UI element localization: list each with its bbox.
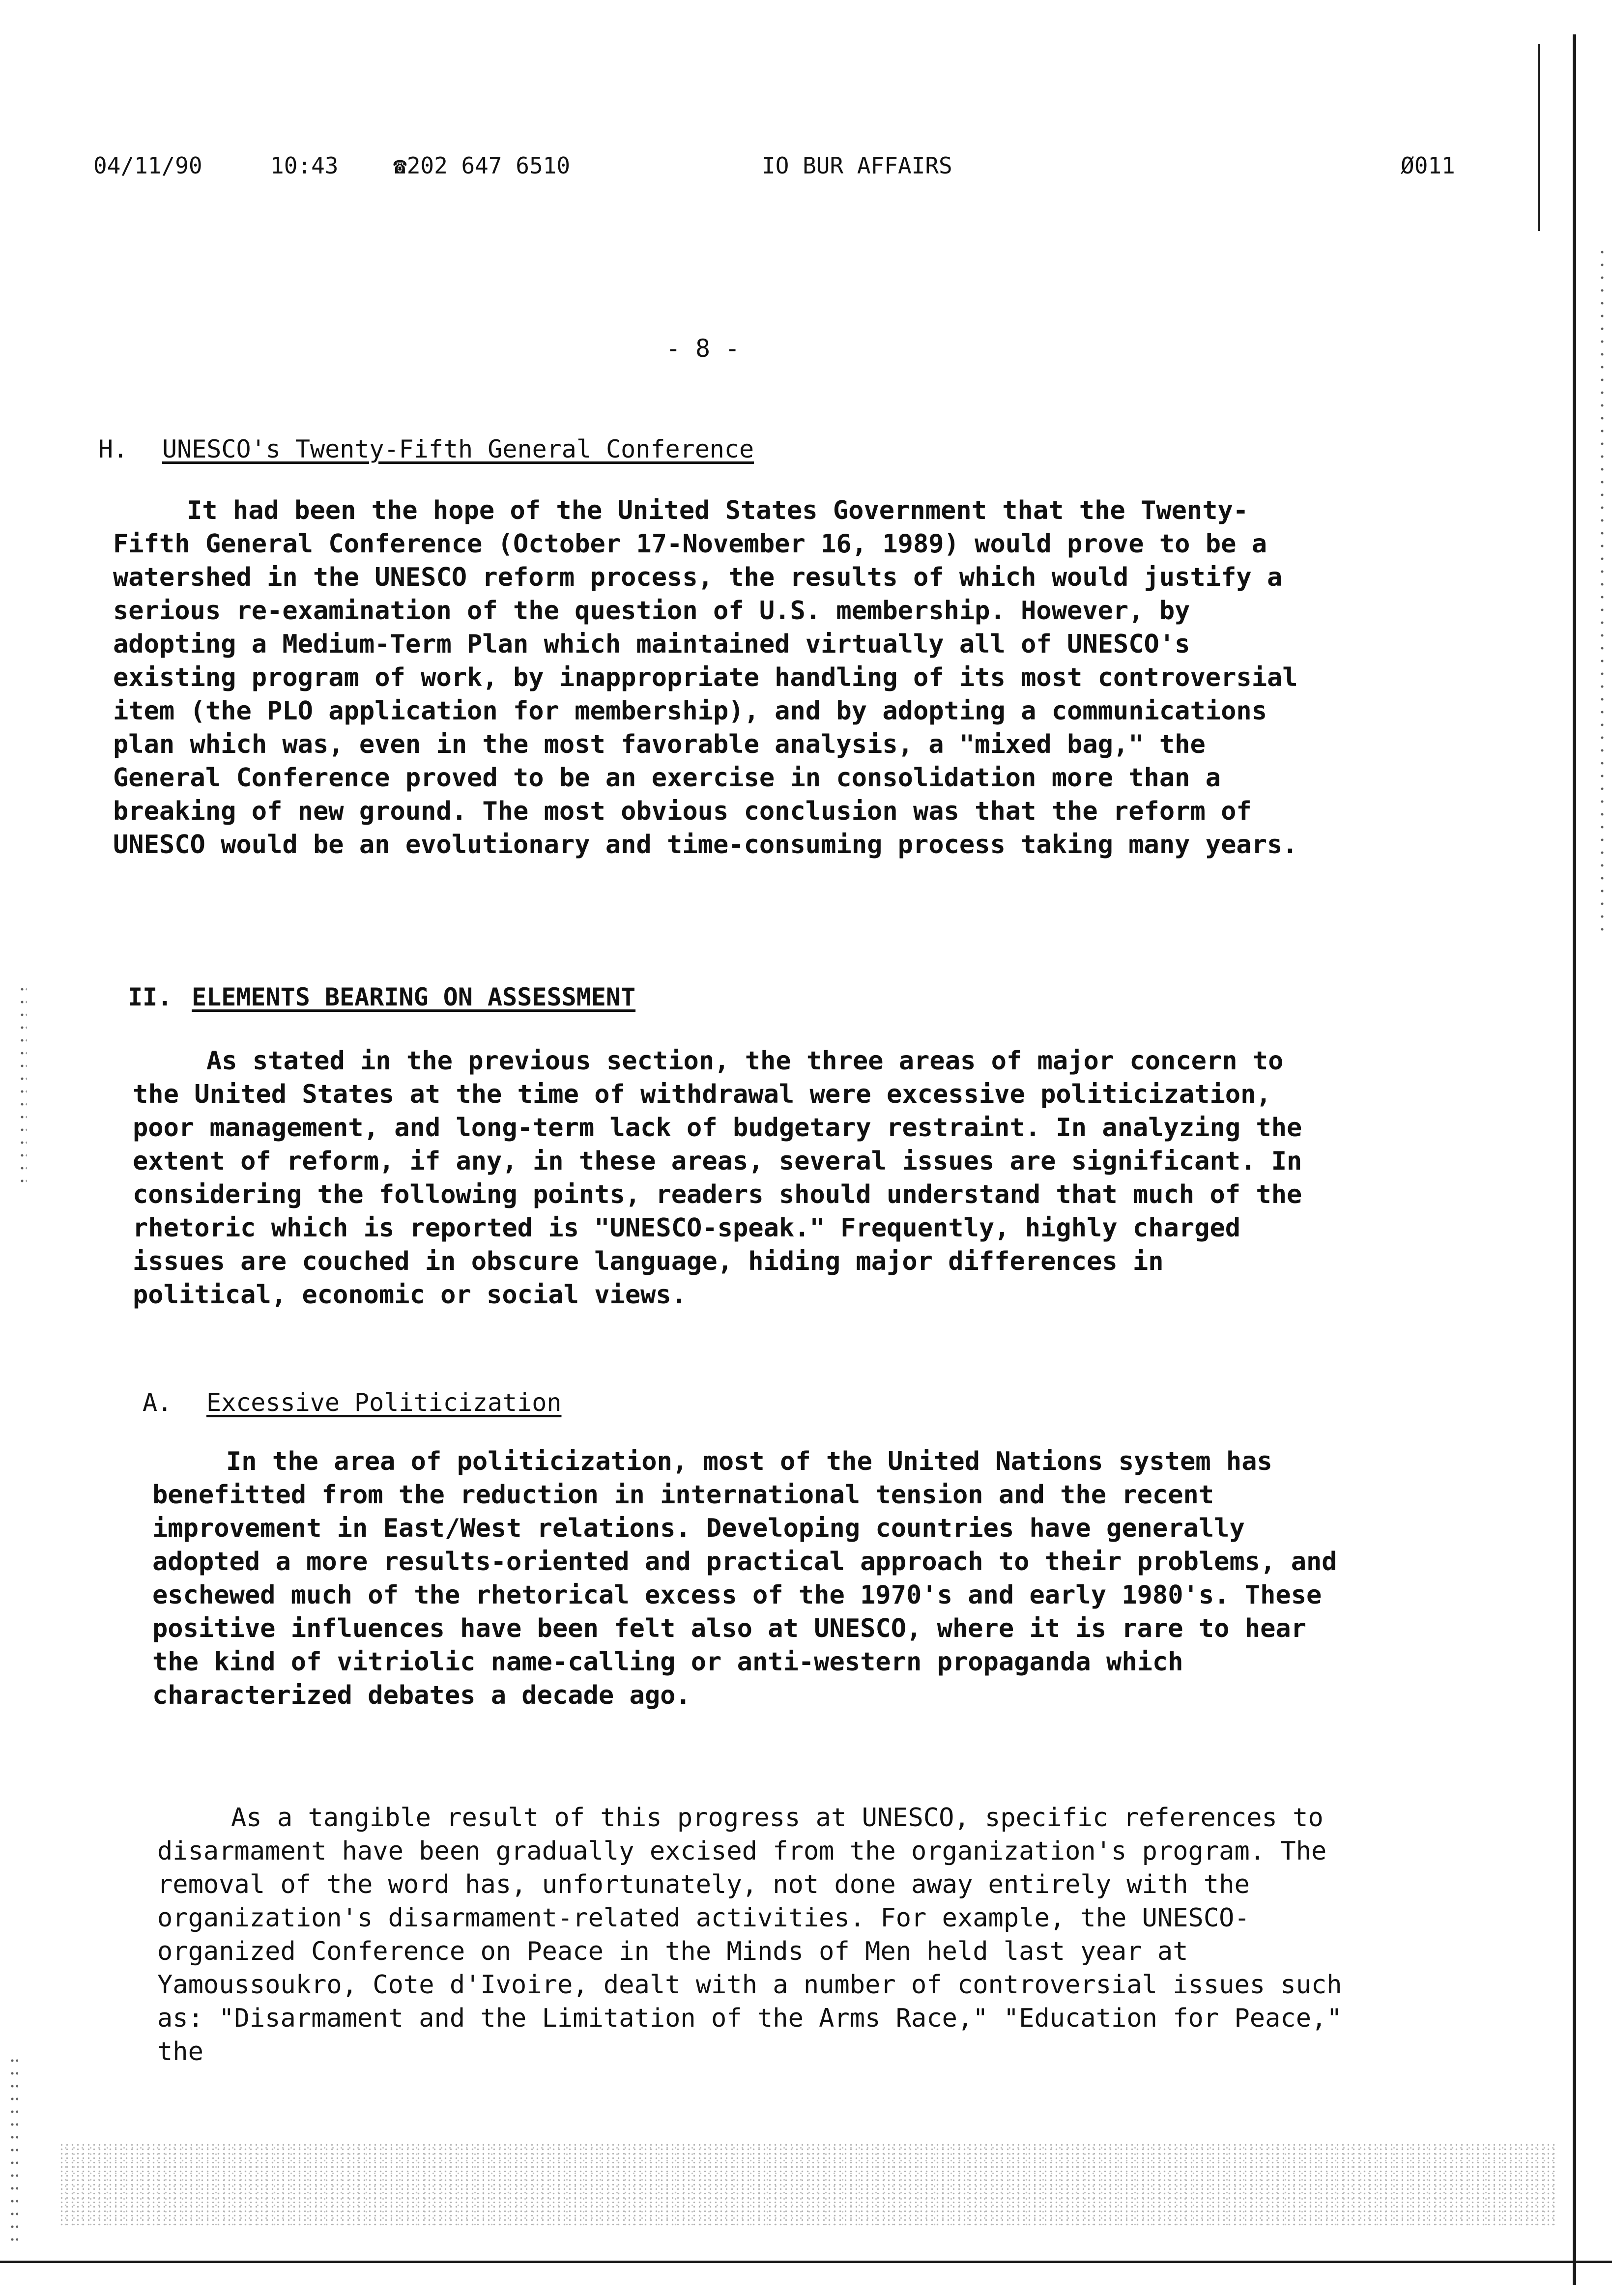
paragraph-politicization: In the area of politicization, most of the United Nations system has benefitted from the reduction in international tension and the recent improvement in East/West relations. Developing countries have generally adopted a more results-oriented and practical approach to their problems, and eschewed much of the rhetorical excess of the 1970's and early 1980's. These positive influences have been felt also at UNESCO, where it is rare to hear the kind of vitriolic name-calling or anti-western propaganda which characterized debates a decade ago. <box>152 1447 1337 1710</box>
left-edge-specks-lower <box>10 2054 18 2251</box>
page-number: - 8 - <box>665 334 740 363</box>
fax-header <box>93 147 1489 187</box>
right-edge-specks <box>1600 246 1606 934</box>
paragraph-assessment: As stated in the previous section, the three areas of major concern to the United States at the time of withdrawal were excessive politicization, poor management, and long-term lack of budgetary restraint. In analyzing the extent of reform, if any, in these areas, several issues are significant. In considering the following points, readers should understand that much of the rhetoric which is reported is "UNESCO-speak." Frequently, highly charged issues are couched in obscure language, hiding major differences in political, economic or social views. <box>133 1046 1302 1310</box>
section-label: A. <box>143 1388 173 1417</box>
right-edge-line-thin <box>1538 44 1540 231</box>
section-title: Excessive Politicization <box>206 1388 562 1417</box>
right-edge-line <box>1573 34 1576 2285</box>
paragraph-general-conference: It had been the hope of the United States Government that the Twenty-Fifth General Conference (October 17-November 16, 1989) would prove to be a watershed in the UNESCO reform process, the results of which would justify a serious re-examination of the question of U.S. membership. However, by adopting a Medium-Term Plan which maintained virtually all of UNESCO's existing program of work, by inappropriate handling of its most controversial item (the PLO application for membership), and by adopting a communications plan which was, even in the most favorable analysis, a "mixed bag," the General Conference proved to be an exercise in consolidation more than a breaking of new ground. The most obvious conclusion was that the reform of UNESCO would be an evolutionary and time-consuming process taking many years. <box>113 496 1298 860</box>
section-heading-a <box>143 1388 561 1417</box>
fax-phone: ☎202 647 6510 <box>393 152 571 179</box>
fax-date: 04/11/90 <box>93 152 202 179</box>
section-label: II. <box>128 983 173 1011</box>
section-heading-ii <box>128 983 635 1011</box>
bottom-border-line <box>0 2261 1612 2263</box>
fax-time: 10:43 <box>270 152 339 179</box>
section-title: UNESCO's Twenty-Fifth General Conference <box>162 435 754 463</box>
fax-sender: IO BUR AFFAIRS <box>762 152 952 179</box>
left-edge-specks <box>20 983 27 1189</box>
section-heading-h <box>98 435 754 463</box>
section-title: ELEMENTS BEARING ON ASSESSMENT <box>192 983 636 1011</box>
fax-page-count: Ø011 <box>1401 152 1455 179</box>
paragraph-disarmament: As a tangible result of this progress at UNESCO, specific references to disarmament have been gradually excised from the organization's program. The removal of the word has, unfortunately, not done away entirely with the organization's disarmament-related activities. For example, the UNESCO-organized Conference on Peace in the Minds of Men held last year at Yamoussoukro, Cote d'Ivoire, dealt with a number of controversial issues such as: "Disarmament and the Limitation of the Arms Race," "Education for Peace," the <box>157 1803 1342 2066</box>
section-label: H. <box>98 435 128 463</box>
scan-noise-band <box>59 2143 1558 2226</box>
